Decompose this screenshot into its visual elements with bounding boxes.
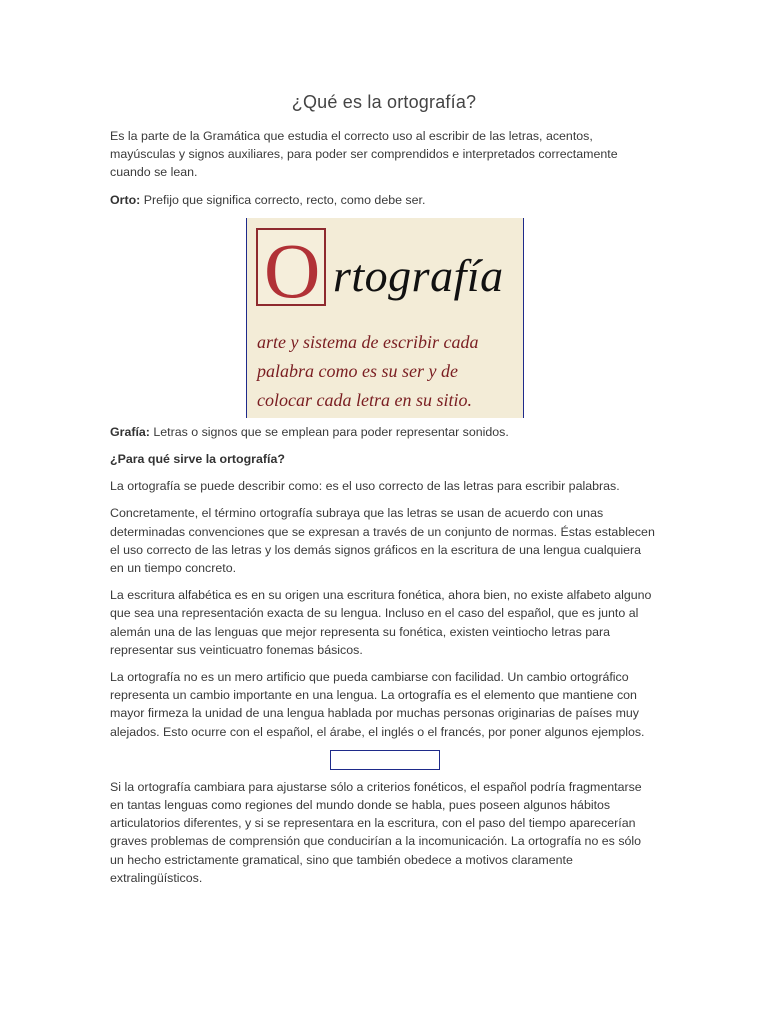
paragraph-1: La ortografía se puede describir como: es el uso correcto de las letras para escribir palabras. (110, 479, 620, 494)
orto-term: Orto: (110, 192, 141, 207)
document-page (110, 92, 658, 896)
word-rest: rtografía (333, 249, 504, 301)
paragraph-4: La ortografía no es un mero artificio que pueda cambiarse con facilidad. Un cambio ortográfico representa un cambio importante en una lengua. La ortografía es el elemento que mantiene con mayor firmeza la unidad de una lengua hablada por muchas personas originarias de países muy alejados. Esto ocurre con el español, el árabe, el inglés o el francés, por poner algunos ejemplos. (110, 670, 645, 739)
intro-paragraph: Es la parte de la Gramática que estudia el correcto uso al escribir de las letras, acentos, mayúsculas y signos auxiliares, para poder ser comprendidos e interpretados correctamente cuando se lean. (110, 129, 618, 180)
grafia-text: Letras o signos que se emplean para poder representar sonidos. (149, 424, 509, 439)
paragraph-5: Si la ortografía cambiara para ajustarse sólo a criterios fonéticos, el español podría fragmentarse en tantas lenguas como regiones del mundo donde se habla, pues poseen algunos hábitos articulatorios diferentes, y si se representara en la escritura, con el paso del tiempo aparecerían graves problemas de comprensión que conducirían a la incomunicación. La ortografía no es sólo un hecho estrictamente gramatical, sino que también obedece a motivos claramente extralingüísticos. (110, 779, 642, 885)
empty-image-placeholder (330, 750, 440, 770)
paragraph-2: Concretamente, el término ortografía subraya que las letras se usan de acuerdo con unas determinadas convenciones que se expresan a través de un conjunto de normas. Éstas establecen el uso correcto de las letras y los demás signos gráficos en la escritura de una lengua cualquiera en un tiempo concreto. (110, 506, 655, 576)
orto-text: Prefijo que significa correcto, recto, como debe ser. (140, 192, 426, 207)
image-definition: arte y sistema de escribir cada palabra como es su ser y de colocar cada letra en su sitio. (257, 331, 479, 410)
initial-letter-box (256, 226, 326, 314)
grafia-definition (110, 423, 658, 441)
paragraph-3: La escritura alfabética es en su origen una escritura fonética, ahora bien, no existe alfabeto alguno que sea una representación exacta de su lengua. Incluso en el caso del español, que es junto al alemán una de las lenguas que mejor representa su fonética, existen veintiocho letras para representar sus veinticuatro fonemas básicos. (110, 588, 652, 657)
question-text: ¿Para qué sirve la ortografía? (110, 452, 285, 467)
ortografia-image (246, 218, 524, 418)
orto-definition (110, 191, 658, 209)
section-question (110, 450, 658, 468)
grafia-term: Grafía: (110, 424, 150, 439)
initial-letter: O (264, 226, 321, 314)
page-title: ¿Qué es la ortografía? (291, 92, 477, 112)
